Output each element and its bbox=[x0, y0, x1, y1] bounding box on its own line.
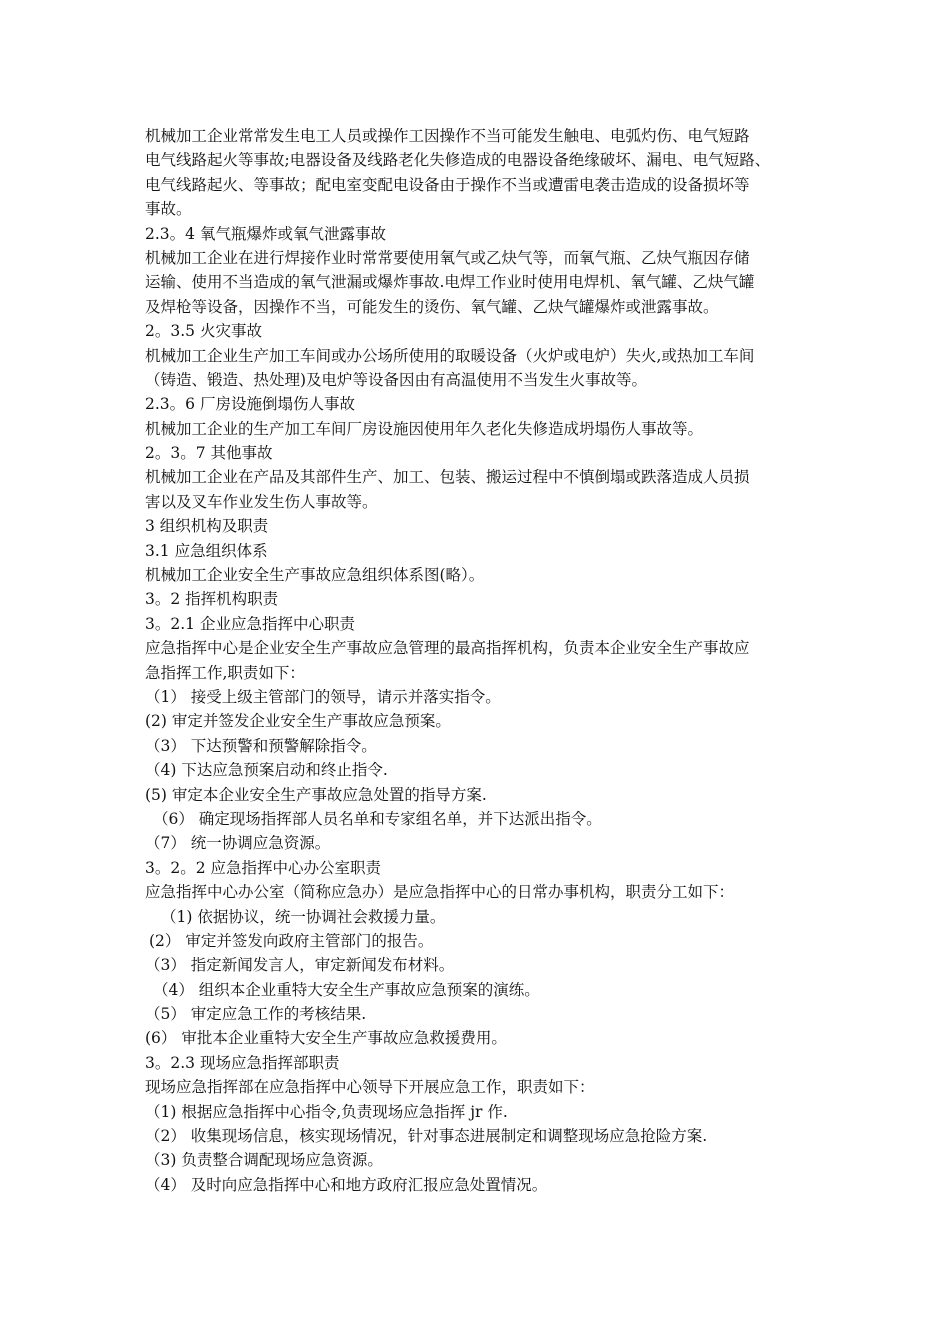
list-item: （6） 确定现场指挥部人员名单和专家组名单，并下达派出指令。 bbox=[153, 809, 602, 828]
section-heading: 3。2.1 企业应急指挥中心职责 bbox=[145, 614, 355, 633]
paragraph-line: 机械加工企业安全生产事故应急组织体系图(略）。 bbox=[145, 566, 485, 585]
list-item: （3） 下达预警和预警解除指令。 bbox=[145, 736, 377, 755]
document-body bbox=[145, 124, 825, 1197]
paragraph-line: 电气线路起火等事故;电器设备及线路老化失修造成的电器设备绝缘破坏、漏电、电气短路、 bbox=[145, 151, 771, 170]
section-heading: 3.1 应急组织体系 bbox=[145, 541, 268, 560]
list-item: （5） 审定应急工作的考核结果. bbox=[145, 1005, 367, 1024]
list-item: (2) 审定并签发企业安全生产事故应急预案。 bbox=[145, 712, 451, 731]
list-item: （4） 组织本企业重特大安全生产事故应急预案的演练。 bbox=[153, 980, 540, 999]
list-item: (6） 审批本企业重特大安全生产事故应急救援费用。 bbox=[145, 1029, 507, 1048]
paragraph-line: 电气线路起火、等事故；配电室变配电设备由于操作不当或遭雷电袭击造成的设备损坏等 bbox=[145, 175, 750, 194]
section-heading: 3。2 指挥机构职责 bbox=[145, 590, 279, 609]
section-heading: 3。2.3 现场应急指挥部职责 bbox=[145, 1053, 340, 1072]
paragraph-line: 应急指挥中心办公室（简称应急办）是应急指挥中心的日常办事机构，职责分工如下： bbox=[145, 883, 735, 902]
paragraph-line: 及焊枪等设备，因操作不当，可能发生的烫伤、氧气罐、乙炔气罐爆炸或泄露事故。 bbox=[145, 297, 719, 316]
list-item: (5) 审定本企业安全生产事故应急处置的指导方案. bbox=[145, 785, 487, 804]
paragraph-line: 机械加工企业的生产加工车间厂房设施因使用年久老化失修造成坍塌伤人事故等。 bbox=[145, 419, 704, 438]
paragraph-line: 事故。 bbox=[145, 200, 192, 219]
section-heading: 2.3。4 氧气瓶爆炸或氧气泄露事故 bbox=[145, 224, 386, 243]
paragraph-line: 机械加工企业在产品及其部件生产、加工、包装、搬运过程中不慎倒塌或跌落造成人员损 bbox=[145, 468, 750, 487]
section-heading: 3 组织机构及职责 bbox=[145, 517, 269, 536]
list-item: （1） 接受上级主管部门的领导，请示并落实指令。 bbox=[145, 687, 501, 706]
section-heading: 3。2。2 应急指挥中心办公室职责 bbox=[145, 858, 382, 877]
paragraph-line: 机械加工企业在进行焊接作业时常常要使用氧气或乙炔气等，而氧气瓶、乙炔气瓶因存储 bbox=[145, 248, 750, 267]
list-item: （1) 根据应急指挥中心指令,负责现场应急指挥 jr 作. bbox=[145, 1102, 508, 1121]
list-item: （3) 负责整合调配现场应急资源。 bbox=[145, 1151, 383, 1170]
paragraph-line: 急指挥工作,职责如下： bbox=[145, 663, 305, 682]
list-item: (2） 审定并签发向政府主管部门的报告。 bbox=[149, 931, 434, 950]
section-heading: 2.3。6 厂房设施倒塌伤人事故 bbox=[145, 395, 355, 414]
section-heading: 2。3。7 其他事故 bbox=[145, 444, 273, 463]
list-item: （3） 指定新闻发言人，审定新闻发布材料。 bbox=[145, 956, 455, 975]
paragraph-line: 害以及叉车作业发生伤人事故等。 bbox=[145, 492, 378, 511]
paragraph-line: 机械加工企业生产加工车间或办公场所使用的取暖设备（火炉或电炉）失火,或热加工车间 bbox=[145, 346, 755, 365]
paragraph-line: 机械加工企业常常发生电工人员或操作工因操作不当可能发生触电、电弧灼伤、电气短路 bbox=[145, 127, 750, 145]
paragraph-line: 现场应急指挥部在应急指挥中心领导下开展应急工作，职责如下： bbox=[145, 1078, 595, 1097]
list-item: （1) 依据协议，统一协调社会救援力量。 bbox=[161, 907, 446, 926]
list-item: （4) 下达应急预案启动和终止指令. bbox=[145, 761, 388, 780]
paragraph-line: （铸造、锻造、热处理)及电炉等设备因由有高温使用不当发生火事故等。 bbox=[145, 370, 648, 389]
paragraph-line: 应急指挥中心是企业安全生产事故应急管理的最高指挥机构，负责本企业安全生产事故应 bbox=[145, 639, 750, 658]
list-item: （4） 及时向应急指挥中心和地方政府汇报应急处置情况。 bbox=[145, 1175, 548, 1194]
list-item: （2） 收集现场信息，核实现场情况，针对事态进展制定和调整现场应急抢险方案. bbox=[145, 1127, 708, 1146]
section-heading: 2。3.5 火灾事故 bbox=[145, 322, 262, 341]
list-item: （7） 统一协调应急资源。 bbox=[145, 834, 331, 853]
paragraph-line: 运输、使用不当造成的氧气泄漏或爆炸事故.电焊工作业时使用电焊机、氧气罐、乙炔气罐 bbox=[145, 273, 755, 292]
